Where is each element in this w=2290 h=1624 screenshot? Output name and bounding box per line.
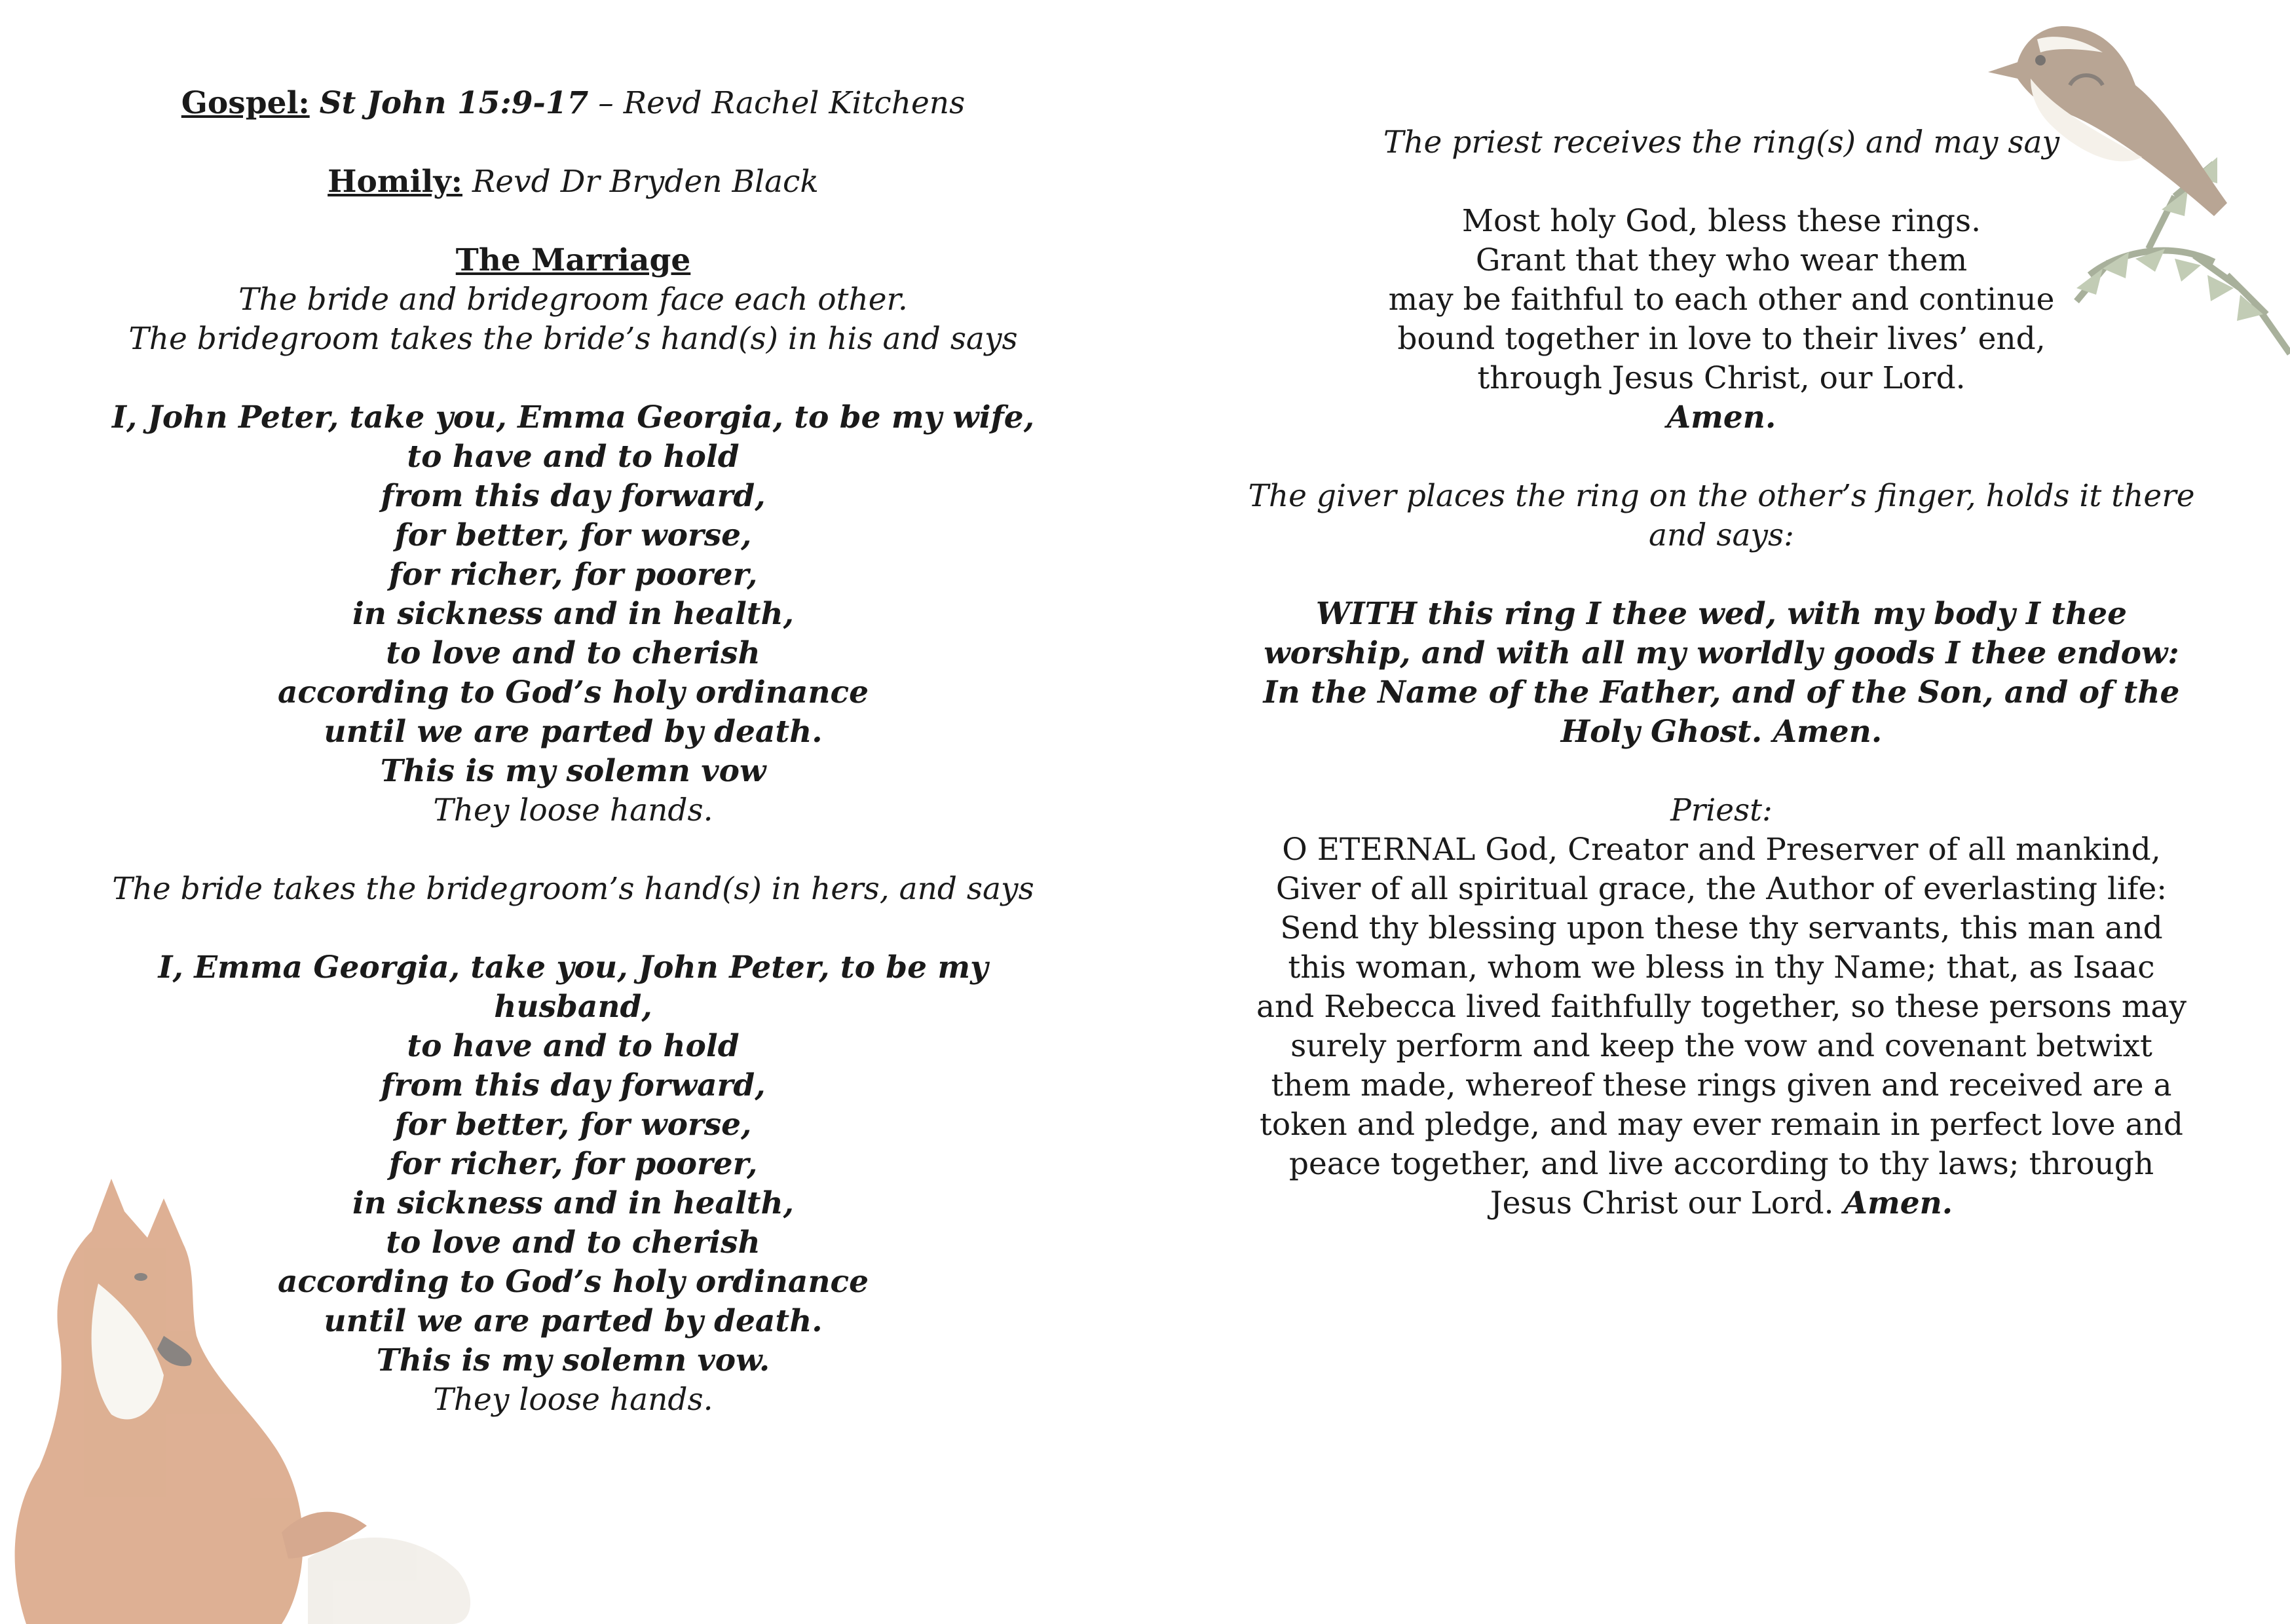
rubric-loose-hands: They loose hands. — [433, 1382, 713, 1418]
prayer-line: O ETERNAL God, Creator and Preserver of all mankind, — [1282, 832, 2161, 868]
vow-line: I, Emma Georgia, take you, John Peter, to be my — [158, 950, 988, 986]
gospel-line — [98, 84, 1048, 123]
vow-line: to have and to hold — [407, 439, 740, 475]
prayer-line: surely perform and keep the vow and covenant betwixt — [1290, 1028, 2152, 1064]
sparrow-illustration — [1978, 0, 2290, 393]
amen: Amen. — [1666, 399, 1776, 435]
prayer-line: and Rebecca lived faithfully together, so these persons may — [1256, 989, 2187, 1025]
vow-line: in sickness and in health, — [352, 1185, 795, 1221]
gospel-reader: – Revd Rachel Kitchens — [588, 85, 966, 121]
prayer-line: them made, whereof these rings given and received are a — [1271, 1067, 2172, 1103]
prayer-line: may be faithful to each other and continue — [1388, 282, 2055, 318]
prayer-line: token and pledge, and may ever remain in perfect love and — [1260, 1107, 2183, 1143]
vow-line: from this day forward, — [381, 1067, 766, 1103]
vow-line: for better, for worse, — [394, 517, 752, 553]
vow-line: according to God’s holy ordinance — [277, 674, 869, 710]
prayer-line: through Jesus Christ, our Lord. — [1477, 360, 1966, 396]
vow-line: In the Name of the Father, and of the Son, and of the — [1263, 674, 2180, 710]
prayer-ending: Jesus Christ our Lord. — [1490, 1185, 1844, 1221]
vow-line: until we are parted by death. — [324, 714, 823, 750]
prayer-line-final — [1237, 1184, 2206, 1223]
rubric-loose-hands: They loose hands. — [433, 792, 713, 828]
vow-line: to love and to cherish — [386, 635, 760, 671]
gospel-label: Gospel: — [181, 85, 310, 121]
homily-speaker: Revd Dr Bryden Black — [462, 164, 819, 200]
rubric-giver: and says: — [1649, 517, 1794, 553]
prayer-line: peace together, and live according to thy laws; through — [1288, 1146, 2154, 1182]
prayer-line: this woman, whom we bless in thy Name; that, as Isaac — [1288, 950, 2155, 986]
vow-line: for richer, for poorer, — [388, 1146, 758, 1182]
homily-line — [98, 162, 1048, 202]
vow-line: for richer, for poorer, — [388, 557, 758, 593]
vow-line: according to God’s holy ordinance — [277, 1264, 869, 1300]
vow-line: for better, for worse, — [394, 1107, 752, 1143]
vow-line: worship, and with all my worldly goods I thee endow: — [1264, 635, 2179, 671]
rubric-bride-hands: The bride takes the bridegroom’s hand(s) in hers, and says — [112, 871, 1034, 907]
rubric-priest-rings: The priest receives the ring(s) and may say — [1383, 124, 2060, 160]
marriage-heading: The Marriage — [455, 242, 691, 278]
ring-vow — [1237, 595, 2206, 752]
vow-line: husband, — [494, 989, 652, 1025]
prayer-line: Send thy blessing upon these thy servants, this man and — [1280, 910, 2163, 946]
vow-line: in sickness and in health, — [352, 596, 795, 632]
priest-prayer — [1237, 830, 2206, 1223]
prayer-line: Most holy God, bless these rings. — [1461, 203, 1981, 239]
vow-line: to love and to cherish — [386, 1225, 760, 1261]
vow-line: from this day forward, — [381, 478, 766, 514]
homily-label: Homily: — [328, 164, 462, 200]
rubric-groom-hands: The bridegroom takes the bride’s hand(s) in his and says — [128, 321, 1018, 357]
vow-line: This is my solemn vow. — [376, 1342, 770, 1378]
rubric-giver: The giver places the ring on the other’s finger, holds it there — [1248, 478, 2195, 514]
groom-vow — [98, 398, 1048, 791]
amen: Amen. — [1843, 1185, 1953, 1221]
vow-line: Holy Ghost. Amen. — [1560, 714, 1883, 750]
bride-vow — [98, 948, 1048, 1380]
prayer-line: Grant that they who wear them — [1475, 242, 1968, 278]
vow-line: until we are parted by death. — [324, 1303, 823, 1339]
vow-line: This is my solemn vow — [380, 753, 766, 789]
vow-line: WITH this ring I thee wed, with my body I thee — [1315, 596, 2128, 632]
vow-line: to have and to hold — [407, 1028, 740, 1064]
gospel-reading: St John 15:9-17 — [319, 85, 589, 121]
prayer-line: bound together in love to their lives’ end, — [1397, 321, 2046, 357]
priest-label: Priest: — [1670, 792, 1773, 828]
left-column — [98, 84, 1048, 1420]
rubric-face: The bride and bridegroom face each other. — [238, 282, 908, 318]
prayer-line: Giver of all spiritual grace, the Author of everlasting life: — [1275, 871, 2168, 907]
vow-line: I, John Peter, take you, Emma Georgia, to be my wife, — [111, 399, 1035, 435]
